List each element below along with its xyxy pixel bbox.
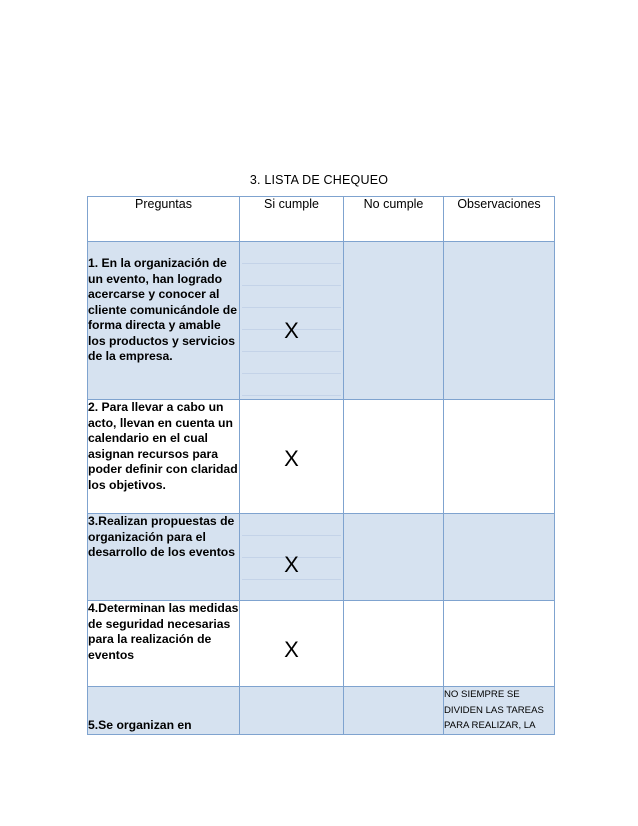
no-cumple-cell: [344, 601, 444, 687]
si-cumple-cell: [240, 601, 344, 687]
si-cumple-cell: [240, 514, 344, 601]
table-row: [88, 514, 555, 601]
no-cumple-cell: [344, 514, 444, 601]
observaciones-cell: [444, 514, 555, 601]
check-mark: X: [284, 552, 299, 577]
no-cumple-cell: [344, 242, 444, 400]
observaciones-cell: [444, 242, 555, 400]
check-mark: X: [284, 637, 299, 662]
observaciones-cell: [444, 400, 555, 514]
header-observaciones: Observaciones: [444, 197, 555, 242]
si-cumple-cell: [240, 242, 344, 400]
table-row: [88, 687, 555, 735]
header-preguntas: Preguntas: [88, 197, 240, 242]
table-row: [88, 242, 555, 400]
header-no-cumple: No cumple: [344, 197, 444, 242]
question-cell: 4.Determinan las medidas de seguridad necesarias para la realización de eventos: [88, 601, 240, 687]
checklist-title: 3. LISTA DE CHEQUEO: [249, 173, 389, 187]
question-cell: 2. Para llevar a cabo un acto, llevan en cuenta un calendario en el cual asignan recursos para poder definir con claridad los objetivos.: [88, 400, 240, 514]
si-cumple-cell: [240, 687, 344, 735]
header-si-cumple: Si cumple: [240, 197, 344, 242]
question-cell: 3.Realizan propuestas de organización para el desarrollo de los eventos: [88, 514, 240, 601]
check-mark: X: [284, 446, 299, 471]
table-row: [88, 400, 555, 514]
observaciones-cell: [444, 601, 555, 687]
table-row: [88, 601, 555, 687]
header-row: [88, 197, 555, 242]
checklist-table: [87, 196, 555, 735]
question-cell: 5.Se organizan en: [88, 687, 240, 735]
question-cell: 1. En la organización de un evento, han logrado acercarse y conocer al cliente comunicándole de forma directa y amable los productos y servicios de la empresa.: [88, 242, 240, 400]
si-cumple-cell: [240, 400, 344, 514]
check-mark: X: [284, 318, 299, 343]
observaciones-cell: NO SIEMPRE SE DIVIDEN LAS TAREAS PARA REALIZAR, LA: [444, 687, 555, 735]
no-cumple-cell: [344, 400, 444, 514]
no-cumple-cell: [344, 687, 444, 735]
